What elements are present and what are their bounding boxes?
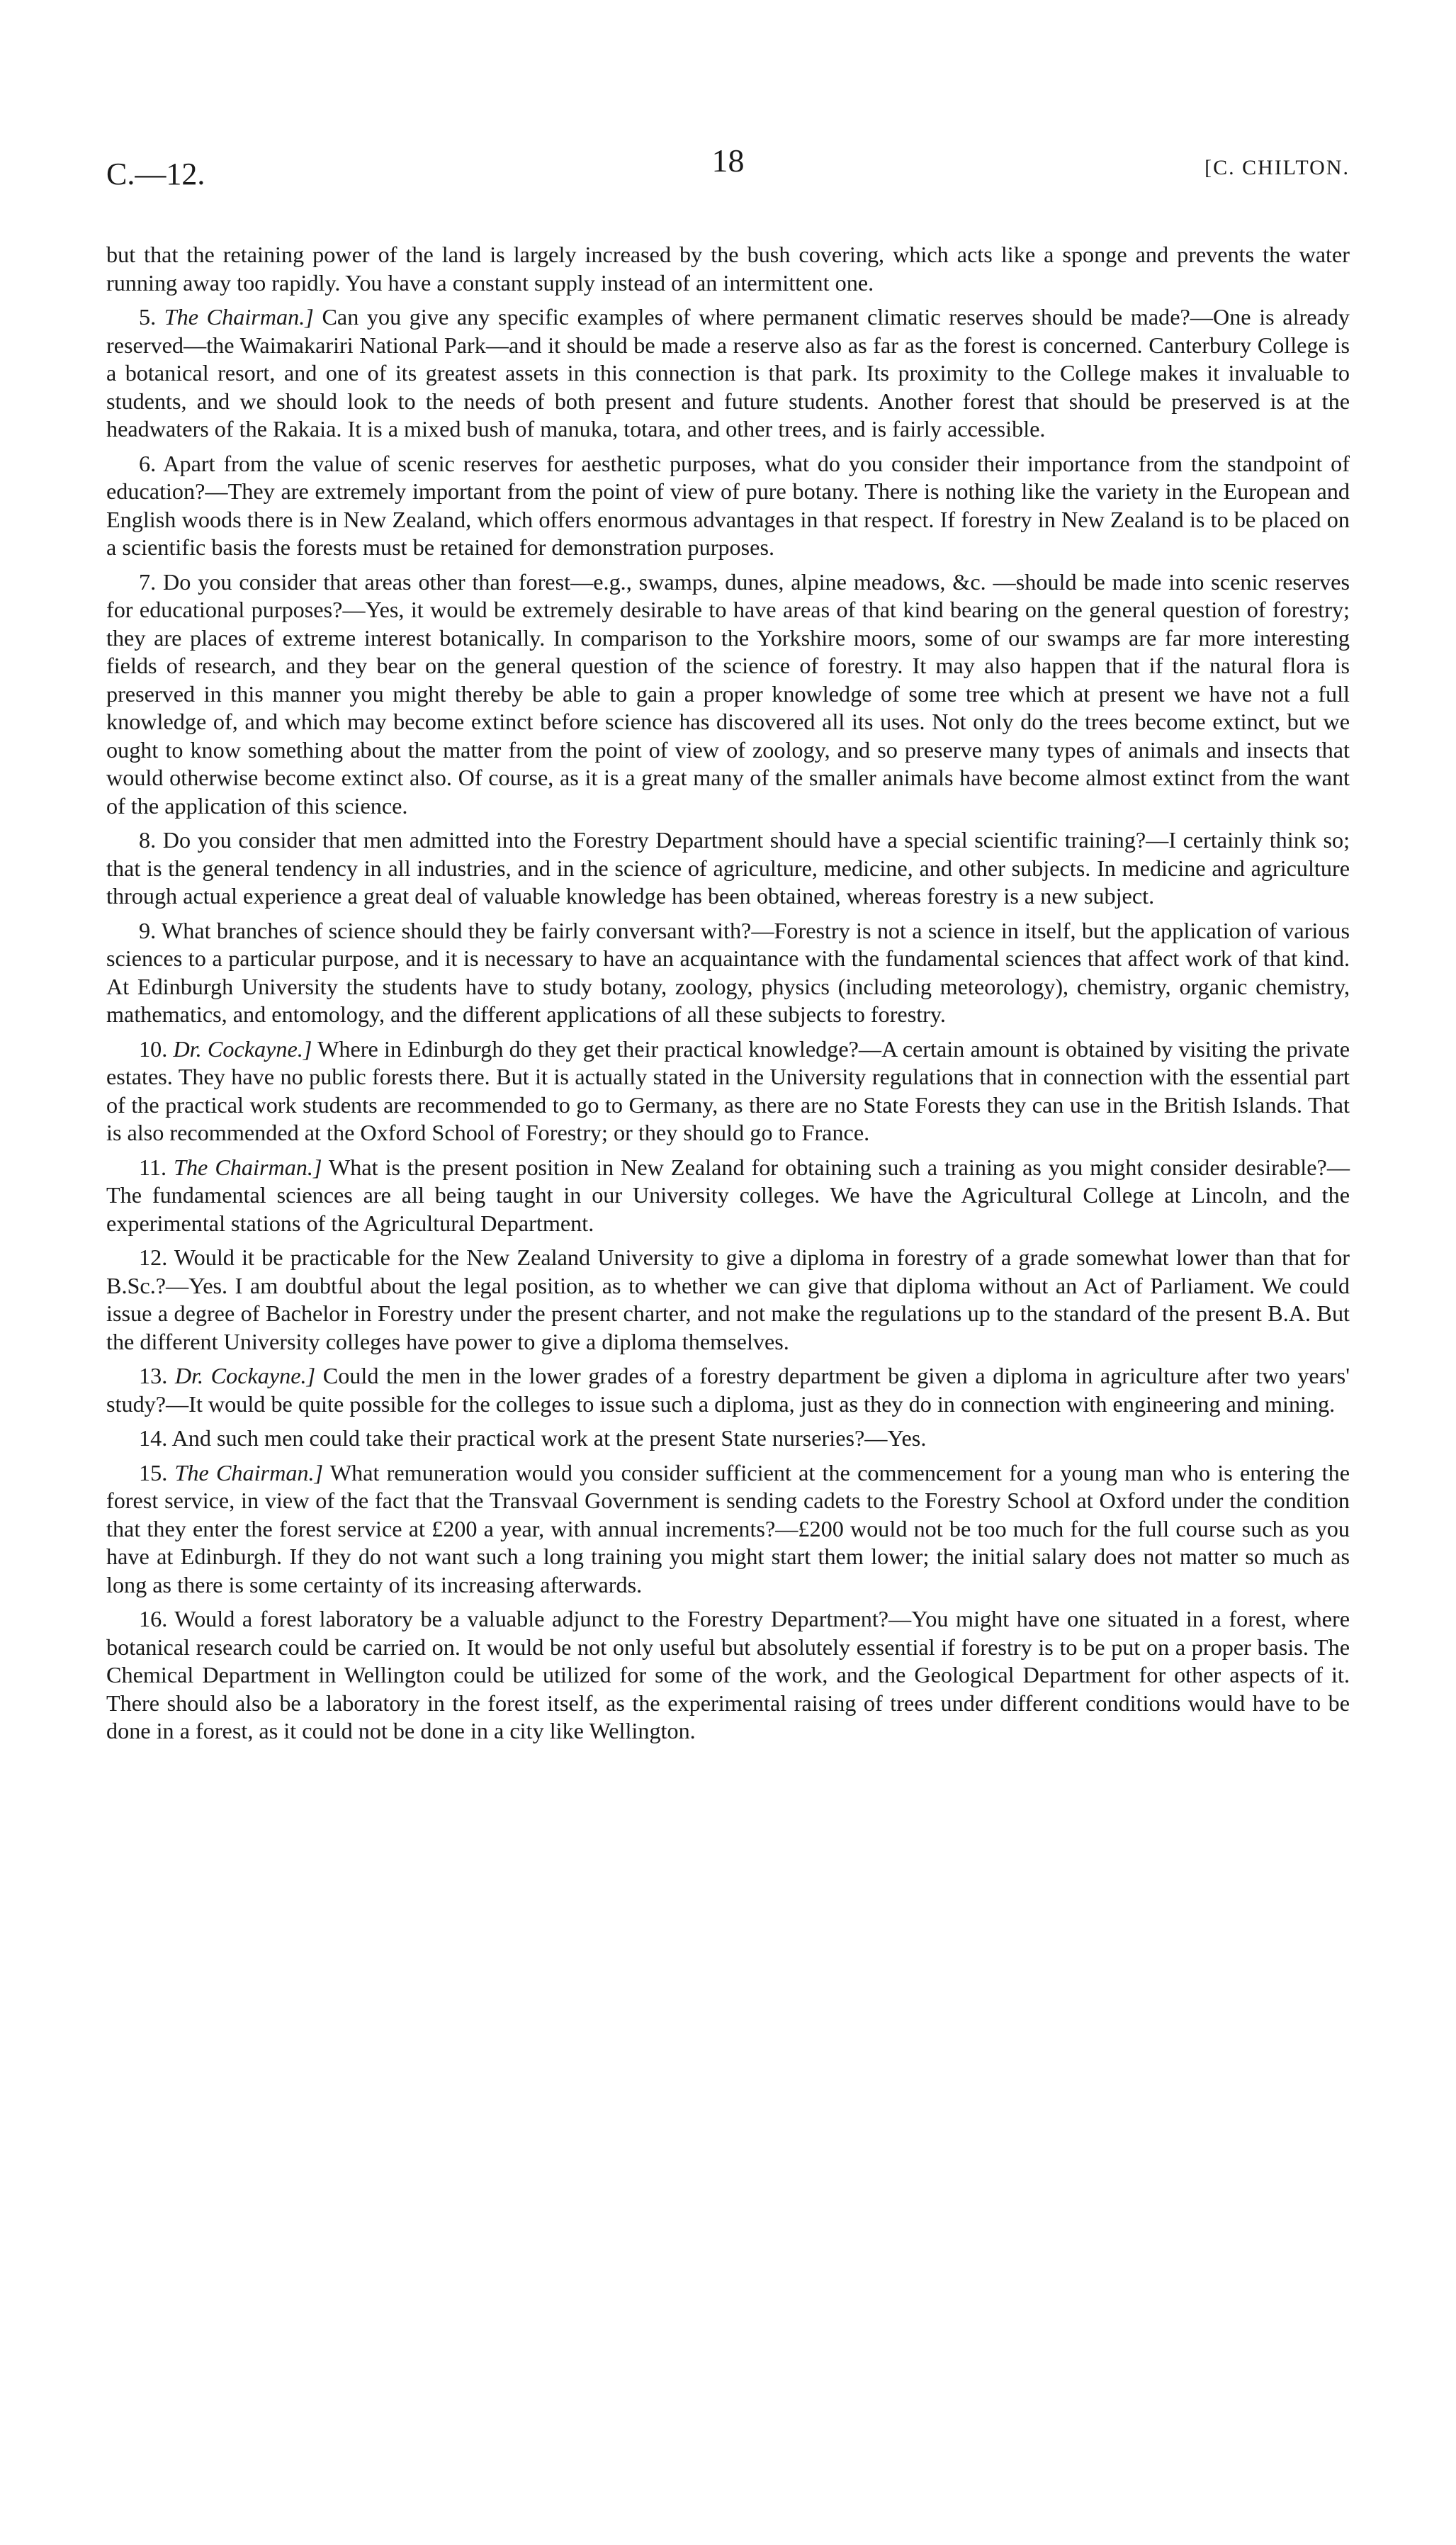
- paragraph-text: Can you give any specific examples of where permanent climatic reserves should be made?—One is already reserved—the Waimakariri National Park—and it should be made a reserve also as far as the forest is concerned. Canterbury College is a botanical resort, and one of its greatest assets in this connection is that park. Its proximity to the College makes it invaluable to students, and we should look to the needs of both present and future students. Another forest that should be preserved is at the headwaters of the Rakaia. It is a mixed bush of manuka, totara, and other trees, and is fairly accessible.: [106, 304, 1350, 442]
- paragraph-text: Would it be practicable for the New Zealand University to give a diploma in forestry of a grade somewhat lower than that for B.Sc.?—Yes. I am doubtful about the legal position, as to whether we can give that diploma without an Act of Parliament. We could issue a degree of Bachelor in Forestry under the present charter, and not make the regulations up to the standard of the present B.A. But the different University colleges have power to give a diploma themselves.: [106, 1245, 1350, 1354]
- question-number: 13.: [139, 1363, 168, 1388]
- body-text: [106, 241, 1350, 1746]
- question-number: 12.: [139, 1245, 168, 1270]
- paragraph-text: Could the men in the lower grades of a forestry department be given a diploma in agriculture after two years' study?—It would be quite possible for the colleges to issue such a diploma, just as they do in connection with engineering and mining.: [106, 1363, 1350, 1417]
- speaker-label: The Chairman.]: [164, 304, 314, 330]
- paragraph: [106, 1425, 1350, 1453]
- paragraph: [106, 241, 1350, 297]
- page-header: [106, 142, 1350, 198]
- paragraph: [106, 303, 1350, 444]
- witness-name: [C. CHILTON.: [1204, 156, 1350, 179]
- speaker-label: The Chairman.]: [174, 1154, 322, 1180]
- paragraph-text: What branches of science should they be fairly conversant with?—Forestry is not a science in itself, but the application of various sciences to a particular purpose, and it is necessary to have an acquaintance with the fundamental sciences that affect work of that kind. At Edinburgh University the students have to study botany, zoology, physics (including meteorology), chemistry, organic chemistry, mathematics, and entomology, and the different applications of all these subjects to forestry.: [106, 917, 1350, 1027]
- question-number: 10.: [139, 1035, 168, 1062]
- paragraph-text: What remuneration would you consider sufficient at the commencement for a young man who is entering the forest service, in view of the fact that the Transvaal Government is sending cadets to the Forestry School at Oxford under the condition that they enter the forest service at £200 a year, with annual increments?—£200 would not be too much for the full course such as you have at Edinburgh. If they do not want such a long training you might start them lower; the initial salary does not matter so much as long as there is some certainty of its increasing afterwards.: [106, 1459, 1350, 1597]
- paragraph: [106, 826, 1350, 911]
- paragraph: [106, 1459, 1350, 1600]
- question-number: 7.: [139, 568, 157, 595]
- paragraph-text: but that the retaining power of the land is largely increased by the bush covering, which acts like a sponge and prevents the water running away too rapidly. You have a constant supply instead of an intermittent one.: [106, 242, 1350, 296]
- question-number: 9.: [139, 917, 157, 943]
- paragraph-text: Do you consider that areas other than forest—e.g., swamps, dunes, alpine meadows, &c. —should be made into scenic reserves for educational purposes?—Yes, it would be extremely desirable to have areas of that kind bearing on the general question of forestry; they are places of extreme interest botanically. In comparison to the Yorkshire moors, some of our swamps are far more interesting fields of research, and they bear on the general question of the science of forestry. It may also happen that if the natural flora is preserved in this manner you might thereby be able to gain a proper knowledge of some tree which at present we have not a full knowledge of, and which may become extinct before science has discovered all its uses. Not only do the trees become extinct, but we ought to know something about the matter from the point of view of zoology, and so preserve many types of animals and insects that would otherwise become extinct also. Of course, as it is a great many of the smaller animals have become almost extinct from the want of the application of this science.: [106, 568, 1350, 819]
- question-number: 8.: [139, 827, 157, 853]
- paragraph: [106, 917, 1350, 1029]
- document-reference: C.—12.: [106, 157, 205, 191]
- paragraph-text: What is the present position in New Zealand for obtaining such a training as you might consider desirable?—The fundamental sciences are all being taught in our University colleges. We have the Agricultural College at Lincoln, and the experimental stations of the Agricultural Department.: [106, 1154, 1350, 1236]
- paragraph-text: Apart from the value of scenic reserves for aesthetic purposes, what do you consider their importance from the standpoint of education?—They are extremely important from the point of view of pure botany. There is nothing like the variety in the European and English woods there is in New Zealand, which offers enormous advantages in that respect. If forestry in New Zealand is to be placed on a scientific basis the forests must be retained for demonstration purposes.: [106, 450, 1350, 560]
- paragraph: [106, 1362, 1350, 1418]
- question-number: 14.: [139, 1425, 168, 1451]
- paragraph-text: Where in Edinburgh do they get their practical knowledge?—A certain amount is obtained by visiting the private estates. They have no public forests there. But it is actually stated in the University regulations that in connection with the essential part of the practical work students are recommended to go to Germany, as there are no State Forests they can use in the British Islands. That is also recommended at the Oxford School of Forestry; or they should go to France.: [106, 1035, 1350, 1145]
- paragraph: [106, 1605, 1350, 1746]
- speaker-label: Dr. Cockayne.]: [173, 1035, 312, 1062]
- paragraph: [106, 568, 1350, 821]
- paragraph-text: And such men could take their practical work at the present State nurseries?—Yes.: [171, 1425, 927, 1451]
- speaker-label: Dr. Cockayne.]: [174, 1363, 316, 1388]
- paragraph: [106, 1035, 1350, 1147]
- speaker-label: The Chairman.]: [174, 1459, 324, 1485]
- question-number: 15.: [139, 1459, 168, 1485]
- question-number: 5.: [139, 304, 157, 330]
- paragraph: [106, 1244, 1350, 1356]
- document-page: [106, 142, 1350, 1746]
- question-number: 6.: [139, 450, 157, 476]
- page-number: 18: [711, 142, 745, 179]
- question-number: 16.: [139, 1606, 168, 1631]
- question-number: 11.: [139, 1154, 167, 1180]
- paragraph: [106, 1154, 1350, 1238]
- paragraph-text: Would a forest laboratory be a valuable adjunct to the Forestry Department?—You might have one situated in a forest, where botanical research could be carried on. It would be not only useful but absolutely essential if forestry is to be put on a proper basis. The Chemical Department in Wellington could be utilized for some of the work, and the Geological Department for other aspects of it. There should also be a laboratory in the forest itself, as the experimental raising of trees under different conditions would have to be done in a forest, as it could not be done in a city like Wellington.: [106, 1606, 1350, 1743]
- paragraph-text: Do you consider that men admitted into the Forestry Department should have a special scientific training?—I certainly think so; that is the general tendency in all industries, and in the science of agriculture, medicine, and other subjects. In medicine and agriculture through actual experience a great deal of valuable knowledge has been obtained, whereas forestry is a new subject.: [106, 827, 1350, 909]
- paragraph: [106, 450, 1350, 562]
